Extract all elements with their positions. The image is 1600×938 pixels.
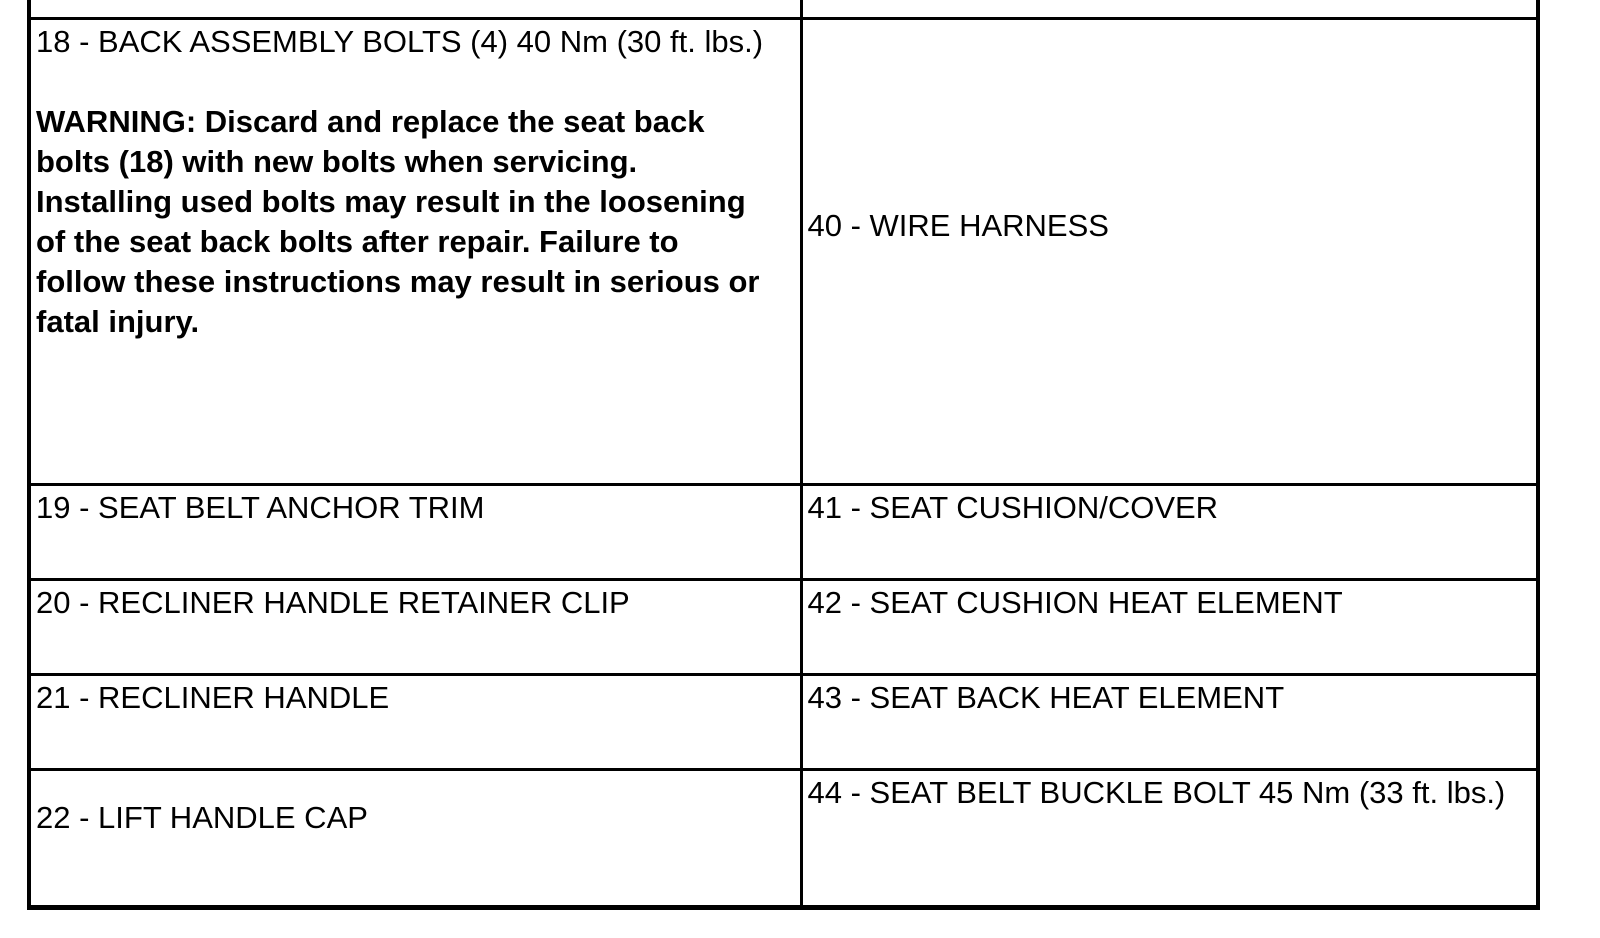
table-row (29, 579, 1538, 674)
table-row (29, 18, 1538, 484)
table-cell-left (29, 579, 801, 674)
table-cell-left (29, 0, 801, 18)
part-20-label: 20 - RECLINER HANDLE RETAINER CLIP (36, 584, 630, 620)
table-cell-right (801, 769, 1538, 907)
table-cell-right (801, 0, 1538, 18)
table-row (29, 0, 1538, 18)
table-row (29, 484, 1538, 579)
table-cell-right (801, 484, 1538, 579)
parts-legend-table (27, 0, 1540, 910)
part-18-label: 18 - BACK ASSEMBLY BOLTS (4) 40 Nm (30 ft. lbs.) (36, 23, 764, 59)
part-43-label: 43 - SEAT BACK HEAT ELEMENT (807, 679, 1285, 715)
table-cell-left (29, 674, 801, 769)
table-row (29, 769, 1538, 907)
table-cell-left (29, 769, 801, 907)
part-41-label: 41 - SEAT CUSHION/COVER (807, 489, 1219, 525)
part-22-label: 22 - LIFT HANDLE CAP (36, 799, 368, 835)
table-cell-right (801, 579, 1538, 674)
part-44-label: 44 - SEAT BELT BUCKLE BOLT 45 Nm (33 ft. lbs.) (807, 774, 1506, 810)
table-cell-right (801, 674, 1538, 769)
warning-note: WARNING: Discard and replace the seat back bolts (18) with new bolts when servicing. Installing used bolts may result in the loosening of the seat back bolts after repair. Failure to follow these instructions may result in serious or fatal injury. (36, 103, 760, 339)
part-21-label: 21 - RECLINER HANDLE (36, 679, 390, 715)
part-19-label: 19 - SEAT BELT ANCHOR TRIM (36, 489, 485, 525)
part-42-label: 42 - SEAT CUSHION HEAT ELEMENT (807, 584, 1343, 620)
table-cell-left (29, 484, 801, 579)
table-cell-right (801, 18, 1538, 484)
table-row (29, 674, 1538, 769)
table-cell-left (29, 18, 801, 484)
part-40-label: 40 - WIRE HARNESS (807, 207, 1109, 243)
